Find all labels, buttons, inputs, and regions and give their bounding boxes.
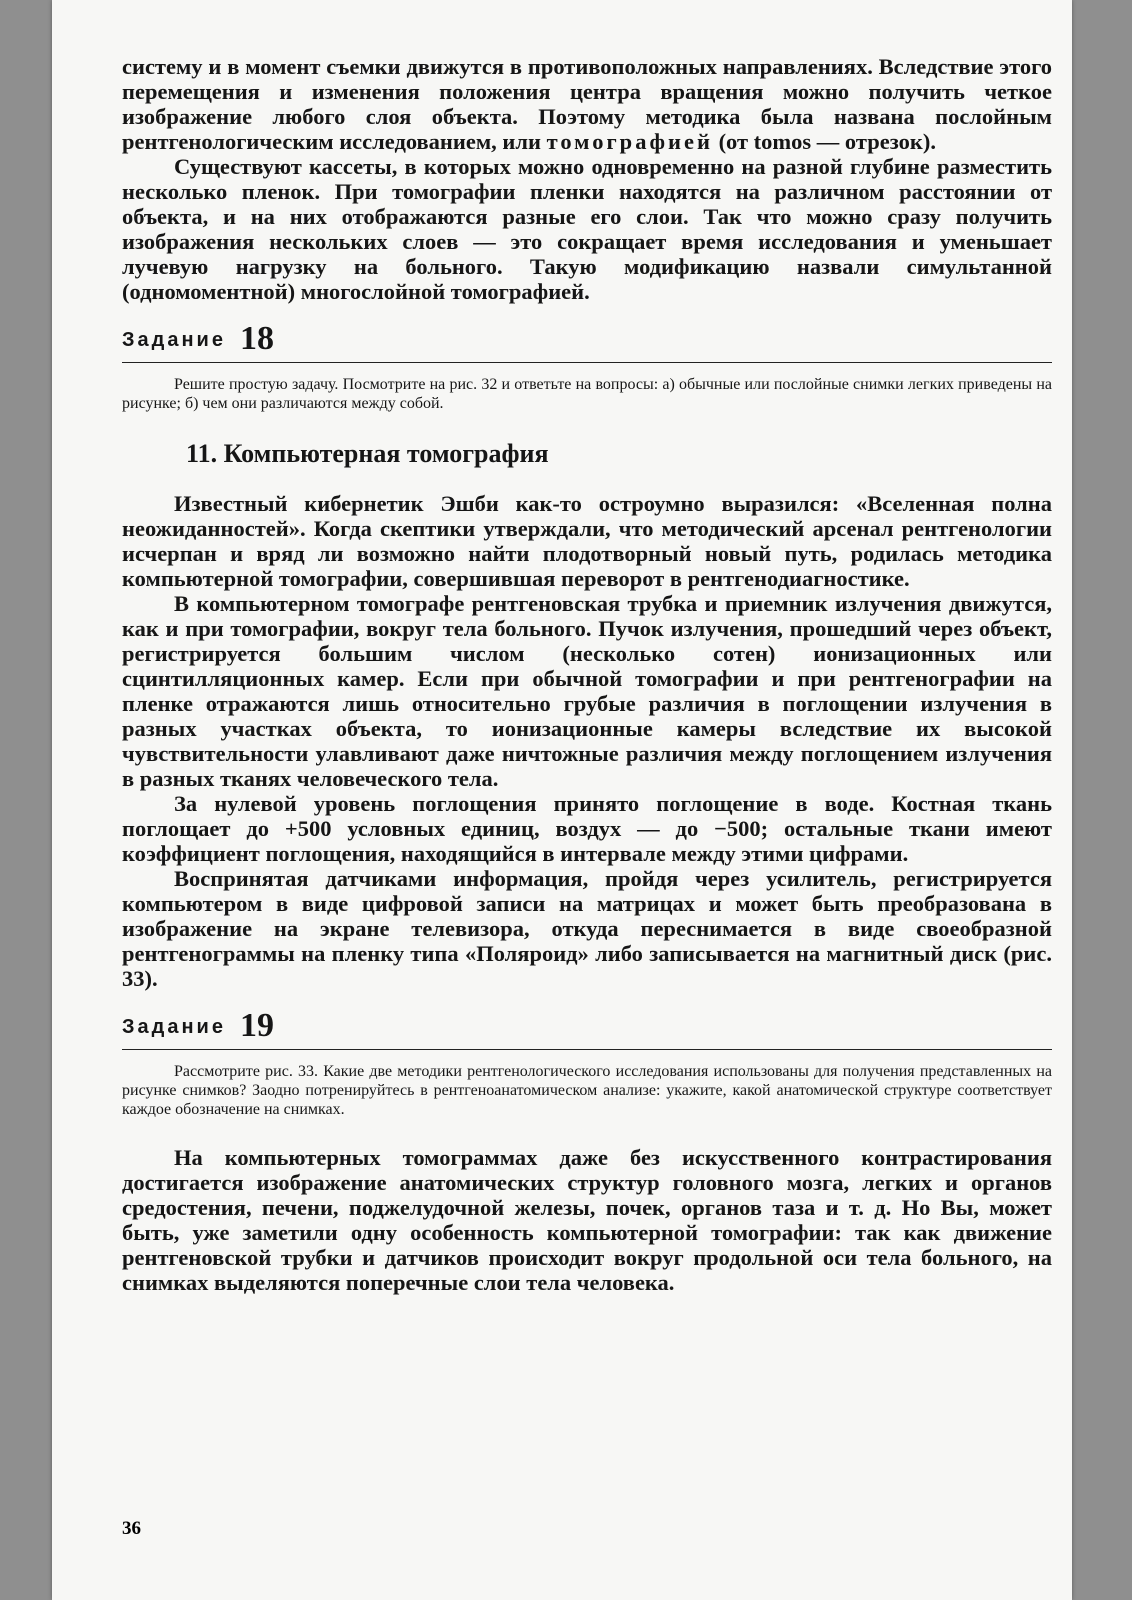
task-label: Задание	[122, 1016, 226, 1038]
paragraph-cassettes: Существуют кассеты, в которых можно одновременно на разной глубине разместить несколько пленок. При томографии пленки находятся на различном расстоянии от объекта, и на них отображаются разные его слои. Так что можно сразу получить изображения нескольких слоев — это сокращает время исследования и уменьшает лучевую нагрузку на больного. Такую модификацию назвали симультанной (одномоментной) многослойной томографией.	[122, 154, 1052, 304]
paragraph-absorption-scale: За нулевой уровень поглощения принято поглощение в воде. Костная ткань поглощает до +500 условных единиц, воздух — до −500; остальные ткани имеют коэффициент поглощения, находящийся в интервале между этими цифрами.	[122, 791, 1052, 866]
paragraph-data-recording: Воспринятая датчиками информация, пройдя через усилитель, регистрируется компьютером в виде цифровой записи на матрицах и может быть преобразована в изображение на экране телевизора, откуда переснимается в виде своеобразной рентгенограммы на пленку типа «Поляроид» либо записывается на магнитный диск (рис. 33).	[122, 866, 1052, 991]
task-number: 19	[239, 1007, 274, 1044]
paragraph-ashby: Известный кибернетик Эшби как-то остроумно выразился: «Вселенная полна неожиданностей». Когда скептики утверждали, что методический арсенал рентгенологии исчерпан и вряд ли возможно найти плодотворный новый путь, родилась методика компьютерной томографии, совершившая переворот в рентгенодиагностике.	[122, 491, 1052, 591]
page-content	[122, 54, 1052, 1295]
paragraph-ct-images: На компьютерных томограммах даже без искусственного контрастирования достигается изображение анатомических структур головного мозга, легких и органов средостения, печени, поджелудочной железы, почек, органов таза и т. д. Но Вы, может быть, уже заметили одну особенность компьютерной томографии: так как движение рентгеновской трубки и датчиков происходит вокруг продольной оси тела больного, на снимках выделяются поперечные слои тела человека.	[122, 1145, 1052, 1295]
paragraph-ct-scanner: В компьютерном томографе рентгеновская трубка и приемник излучения движутся, как и при томографии, вокруг тела больного. Пучок излучения, прошедший через объект, регистрируется большим числом (несколько сотен) ионизационных или сцинтилляционных камер. Если при обычной томографии и при рентгенографии на пленке отражаются лишь относительно грубые различия в поглощении излучения в разных участках объекта, то ионизационные камеры вследствие их высокой чувствительности улавливают даже ничтожные различия между поглощением излучения в разных тканях человеческого тела.	[122, 591, 1052, 791]
task-18-header	[122, 322, 1052, 363]
paragraph-tomography-definition	[122, 54, 1052, 154]
term-tomography: томографией	[546, 129, 713, 154]
task-number: 18	[239, 320, 274, 357]
task-label: Задание	[122, 329, 226, 351]
book-page	[52, 0, 1072, 1600]
section-heading: 11. Компьютерная томография	[186, 439, 549, 468]
task-19-header	[122, 1009, 1052, 1050]
paragraph-text: систему и в момент съемки движутся в противоположных направлениях. Вследствие этого перемещения и изменения положения центра вращения можно получить четкое изображение любого слоя объекта. Поэтому методика была названа послойным рентгенологическим исследованием, или	[122, 54, 1052, 154]
page-number: 36	[122, 1518, 141, 1539]
paragraph-text: (от tomos — отрезок).	[718, 129, 936, 154]
task-19-text: Рассмотрите рис. 33. Какие две методики рентгенологического исследования использованы для получения представленных на рисунке снимков? Заодно потренируйтесь в рентгеноанатомическом анализе: укажите, какой анатомической структуре соответствует каждое обозначение на снимках.	[122, 1063, 1052, 1118]
task-18-text: Решите простую задачу. Посмотрите на рис. 32 и ответьте на вопросы: а) обычные или послойные снимки легких приведены на рисунке; б) чем они различаются между собой.	[122, 376, 1052, 412]
